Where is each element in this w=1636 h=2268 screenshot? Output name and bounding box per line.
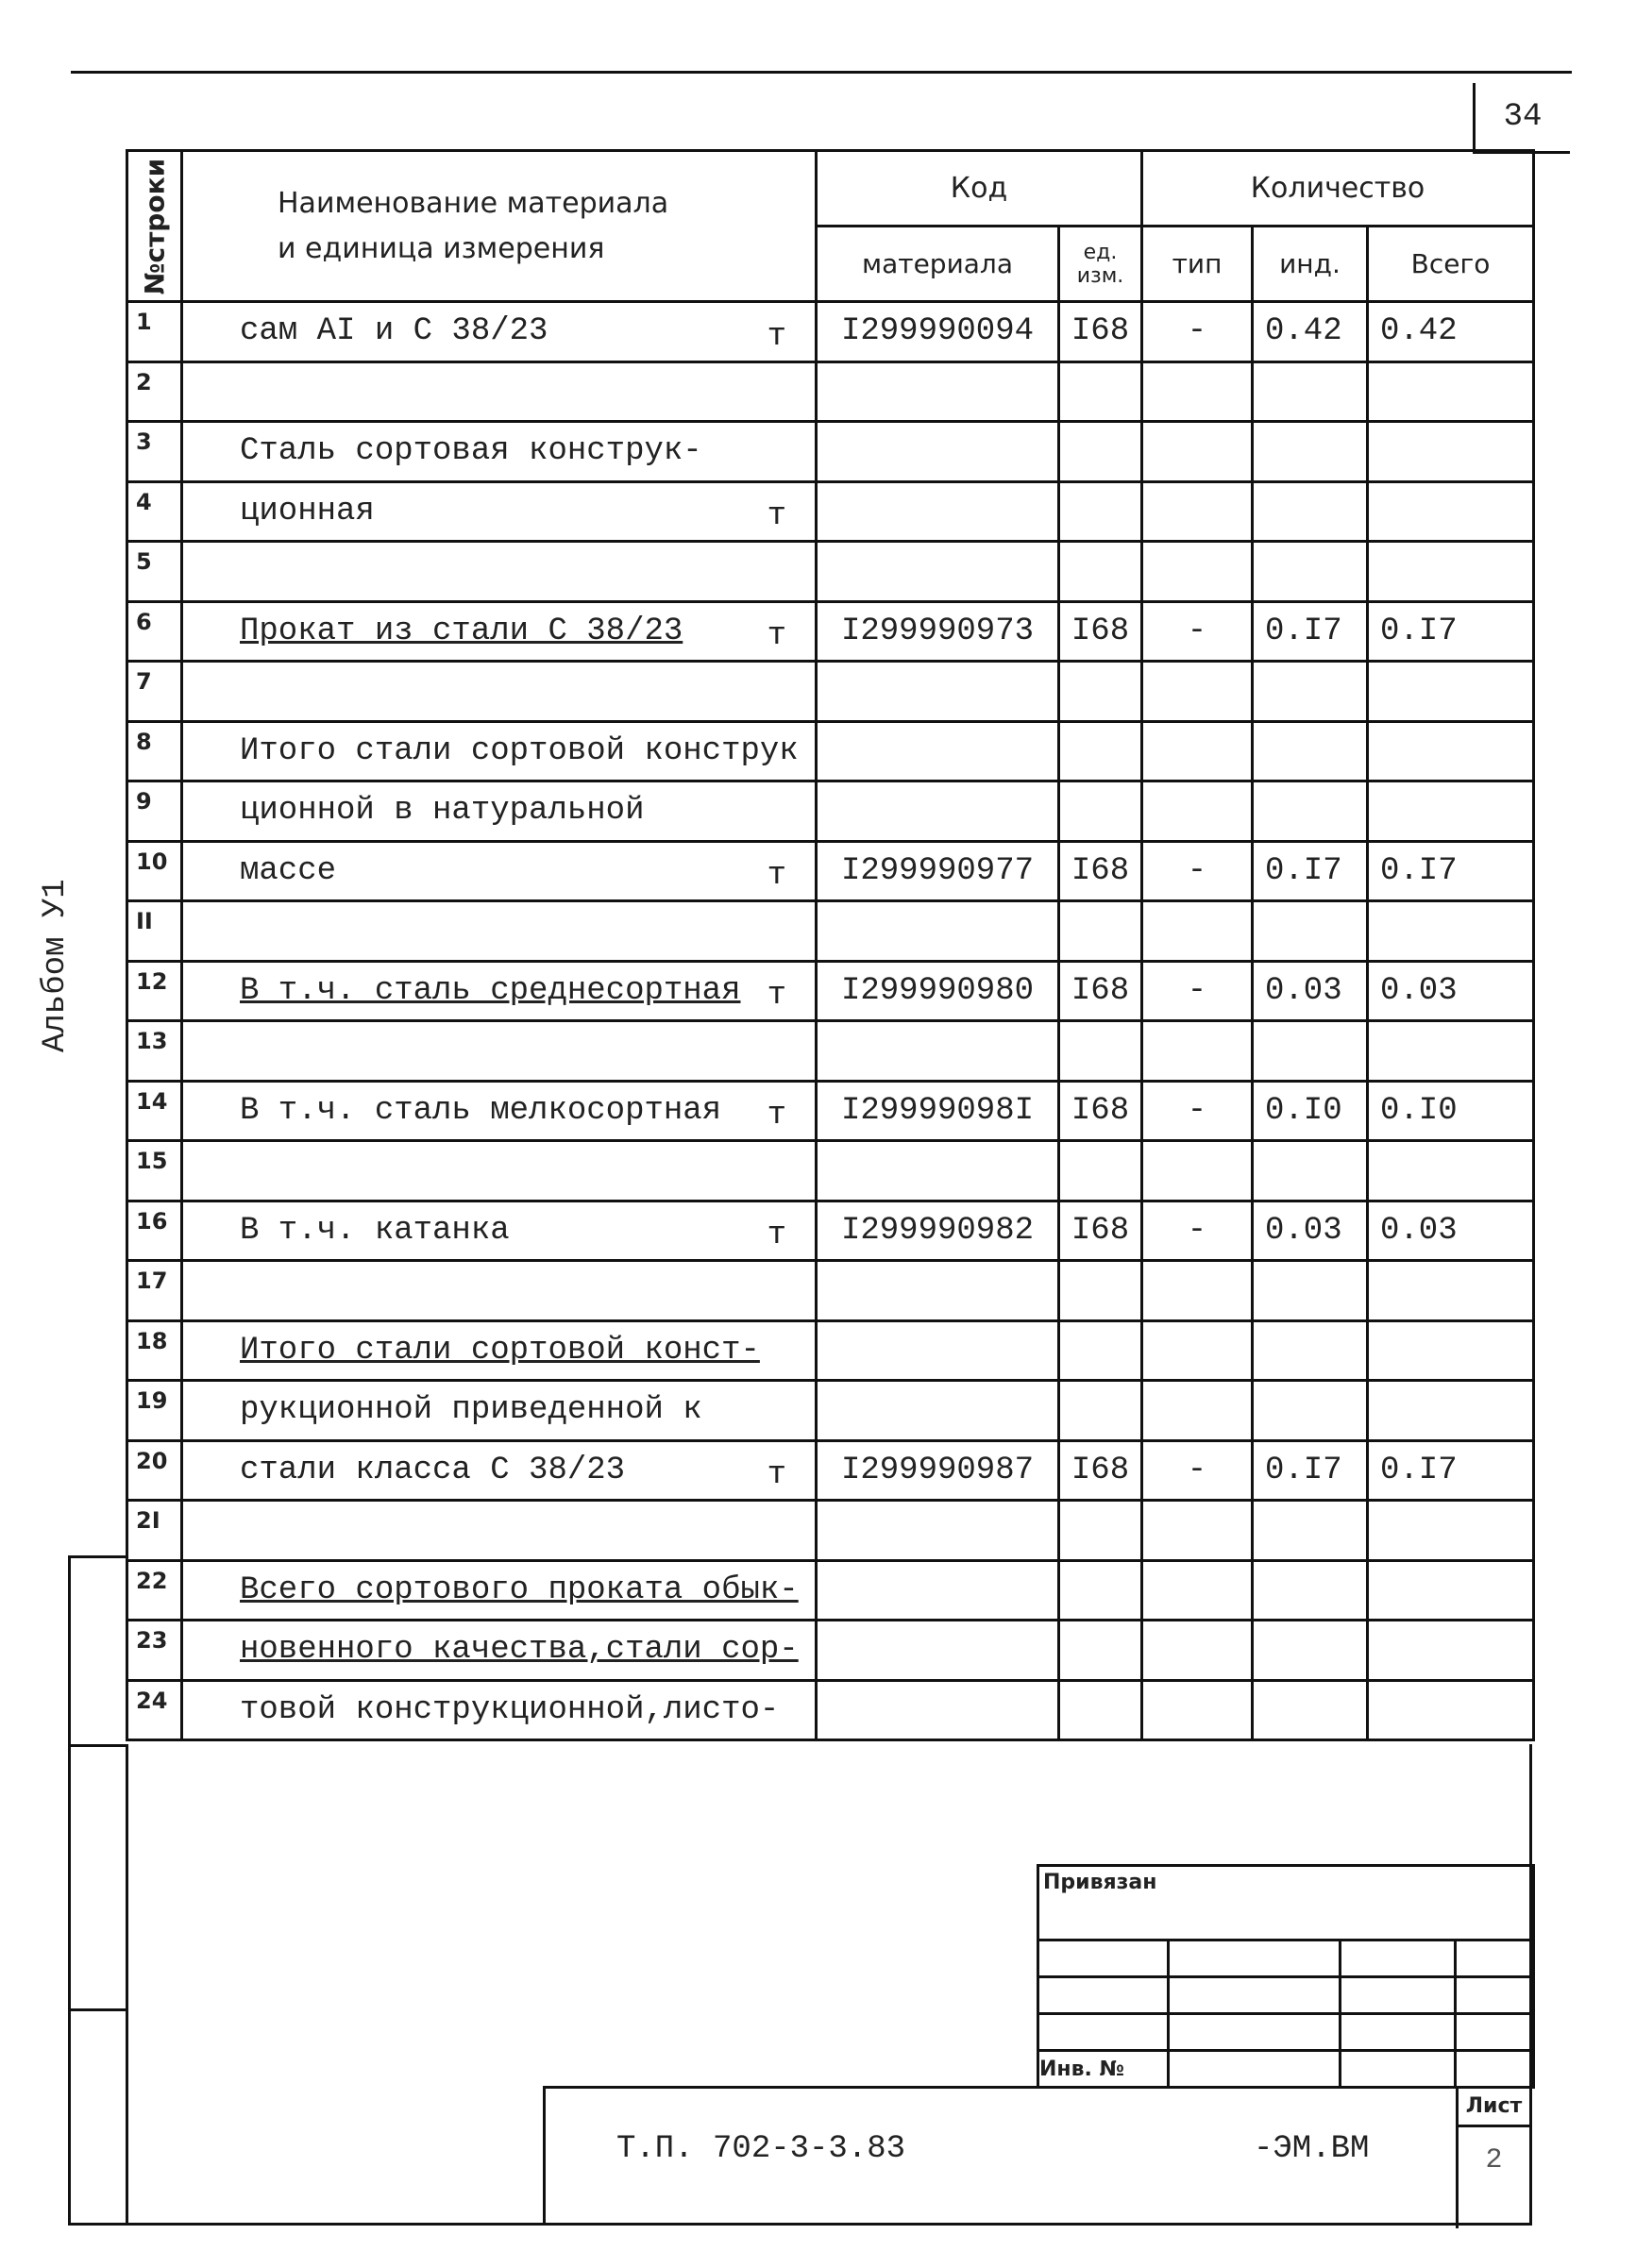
row-name-text: ционная — [240, 493, 375, 529]
row-number: 24 — [127, 1680, 182, 1740]
row-number: 16 — [127, 1201, 182, 1261]
row-unit: т — [767, 498, 786, 534]
row-qty-type — [1142, 1680, 1253, 1740]
table-row — [127, 1141, 1534, 1201]
row-number: 8 — [127, 721, 182, 781]
row-name — [182, 1141, 817, 1201]
row-name — [182, 601, 817, 662]
row-qty-type: - — [1142, 961, 1253, 1021]
header-code-unit: ед. изм. — [1059, 227, 1142, 302]
row-qty-total — [1368, 422, 1534, 482]
document-code: Т.П. 702-3-3.83 — [616, 2131, 906, 2167]
row-qty-type: - — [1142, 1081, 1253, 1141]
row-name — [182, 481, 817, 542]
row-qty-ind — [1253, 1680, 1368, 1740]
row-unit-code — [1059, 1680, 1142, 1740]
row-qty-type — [1142, 1501, 1253, 1561]
row-qty-type — [1142, 1320, 1253, 1381]
row-unit-code — [1059, 901, 1142, 962]
row-qty-type — [1142, 542, 1253, 602]
row-unit-code: I68 — [1059, 1081, 1142, 1141]
row-qty-total — [1368, 1560, 1534, 1621]
row-number: 5 — [127, 542, 182, 602]
row-unit-code: I68 — [1059, 601, 1142, 662]
title-block — [543, 2086, 1532, 2226]
row-unit-code — [1059, 481, 1142, 542]
row-name-text: В т.ч. сталь среднесортная — [240, 972, 741, 1009]
row-qty-type — [1142, 781, 1253, 842]
row-name-text: Прокат из стали С 38/23 — [240, 613, 683, 649]
row-qty-total: 0.I7 — [1368, 1440, 1534, 1501]
row-name — [182, 422, 817, 482]
table-row — [127, 542, 1534, 602]
row-qty-type — [1142, 1560, 1253, 1621]
row-qty-ind: 0.I0 — [1253, 1081, 1368, 1141]
row-name — [182, 1501, 817, 1561]
row-name — [182, 961, 817, 1021]
frame-left — [126, 1744, 128, 2226]
row-unit-code — [1059, 1261, 1142, 1321]
row-name-text: ционной в натуральной — [240, 793, 645, 830]
row-unit-code: I68 — [1059, 302, 1142, 362]
row-material-code: I299990973 — [817, 601, 1059, 662]
left-margin-divider — [68, 1744, 128, 1747]
row-qty-ind: 0.42 — [1253, 302, 1368, 362]
row-name-text: товой конструкционной,листо- — [240, 1691, 780, 1728]
row-unit-code — [1059, 1320, 1142, 1381]
row-qty-ind — [1253, 721, 1368, 781]
row-unit-code — [1059, 1381, 1142, 1441]
table-row — [127, 1560, 1534, 1621]
row-qty-total: 0.I0 — [1368, 1081, 1534, 1141]
header-row-number: №строки — [127, 151, 182, 302]
header-code-material: материала — [817, 227, 1059, 302]
row-material-code: I299990987 — [817, 1440, 1059, 1501]
row-material-code: I299990094 — [817, 302, 1059, 362]
row-material-code — [817, 781, 1059, 842]
row-qty-total — [1368, 542, 1534, 602]
row-unit-code — [1059, 1141, 1142, 1201]
row-qty-type: - — [1142, 1440, 1253, 1501]
row-name-text: стали класса С 38/23 — [240, 1452, 626, 1488]
table-row — [127, 1261, 1534, 1321]
row-qty-type — [1142, 422, 1253, 482]
row-qty-total — [1368, 481, 1534, 542]
row-number: 7 — [127, 662, 182, 722]
row-name — [182, 1201, 817, 1261]
row-qty-total — [1368, 1501, 1534, 1561]
row-qty-total — [1368, 1021, 1534, 1082]
row-material-code — [817, 422, 1059, 482]
header-qty-total: Всего — [1368, 227, 1534, 302]
header-qty-ind: инд. — [1253, 227, 1368, 302]
header-name: Наименование материала и единица измерения — [182, 151, 817, 302]
row-unit-code: I68 — [1059, 841, 1142, 901]
table-row — [127, 1021, 1534, 1082]
row-qty-total — [1368, 662, 1534, 722]
row-qty-total — [1368, 361, 1534, 422]
row-qty-ind: 0.03 — [1253, 1201, 1368, 1261]
row-name — [182, 721, 817, 781]
row-qty-total — [1368, 1621, 1534, 1681]
row-number: 1 — [127, 302, 182, 362]
row-material-code — [817, 662, 1059, 722]
row-number: 6 — [127, 601, 182, 662]
row-name-text: Сталь сортовая конструк- — [240, 433, 702, 470]
row-name — [182, 542, 817, 602]
sheet-label: Лист — [1459, 2089, 1529, 2127]
row-qty-ind — [1253, 1141, 1368, 1201]
row-name — [182, 1621, 817, 1681]
row-number: 23 — [127, 1621, 182, 1681]
album-label: Альбом У1 — [38, 879, 74, 1052]
row-unit: т — [767, 1218, 786, 1253]
row-qty-ind — [1253, 361, 1368, 422]
row-qty-type — [1142, 662, 1253, 722]
table-row — [127, 361, 1534, 422]
row-material-code — [817, 1621, 1059, 1681]
row-qty-type — [1142, 361, 1253, 422]
inventory-label: Инв. № — [1038, 2051, 1169, 2088]
row-qty-type — [1142, 481, 1253, 542]
row-material-code — [817, 542, 1059, 602]
row-qty-total: 0.03 — [1368, 961, 1534, 1021]
row-unit-code — [1059, 721, 1142, 781]
row-name — [182, 841, 817, 901]
row-name-text: новенного качества,стали сор- — [240, 1632, 799, 1669]
header-qty-type: тип — [1142, 227, 1253, 302]
row-qty-ind — [1253, 1021, 1368, 1082]
row-name-text: Всего сортового проката обык- — [240, 1571, 799, 1608]
row-unit: т — [767, 318, 786, 355]
table-row — [127, 1621, 1534, 1681]
row-material-code: I299990980 — [817, 961, 1059, 1021]
row-qty-ind — [1253, 1621, 1368, 1681]
row-name-text: сам АI и С 38/23 — [240, 313, 548, 350]
table-row — [127, 601, 1534, 662]
table-row — [127, 302, 1534, 362]
row-qty-type — [1142, 1621, 1253, 1681]
row-number: 18 — [127, 1320, 182, 1381]
row-material-code — [817, 1501, 1059, 1561]
row-name — [182, 1680, 817, 1740]
top-rule — [71, 71, 1572, 74]
row-qty-ind: 0.03 — [1253, 961, 1368, 1021]
row-unit-code — [1059, 781, 1142, 842]
row-number: 12 — [127, 961, 182, 1021]
row-unit: т — [767, 1457, 786, 1493]
row-qty-total — [1368, 721, 1534, 781]
row-qty-type: - — [1142, 302, 1253, 362]
row-name-text: рукционной приведенной к — [240, 1392, 702, 1429]
row-name-text: В т.ч. сталь мелкосортная — [240, 1092, 722, 1129]
row-qty-ind — [1253, 1381, 1368, 1441]
row-number: 14 — [127, 1081, 182, 1141]
row-unit-code — [1059, 361, 1142, 422]
row-name — [182, 302, 817, 362]
row-number: 2 — [127, 361, 182, 422]
row-qty-ind — [1253, 481, 1368, 542]
row-unit: т — [767, 978, 786, 1014]
row-material-code — [817, 1381, 1059, 1441]
bound-label: Привязан — [1038, 1866, 1534, 1940]
row-qty-ind — [1253, 781, 1368, 842]
row-qty-ind — [1253, 1560, 1368, 1621]
row-material-code — [817, 1320, 1059, 1381]
row-qty-total — [1368, 1320, 1534, 1381]
row-qty-ind: 0.I7 — [1253, 1440, 1368, 1501]
row-number: 2I — [127, 1501, 182, 1561]
document-suffix: -ЭМ.ВМ — [1254, 2131, 1370, 2167]
row-number: 9 — [127, 781, 182, 842]
row-unit-code — [1059, 1021, 1142, 1082]
row-number: 10 — [127, 841, 182, 901]
row-unit-code: I68 — [1059, 961, 1142, 1021]
row-material-code: I299990982 — [817, 1201, 1059, 1261]
row-name-text: В т.ч. катанка — [240, 1212, 510, 1249]
row-name — [182, 1560, 817, 1621]
row-qty-total: 0.42 — [1368, 302, 1534, 362]
row-qty-total — [1368, 1141, 1534, 1201]
row-qty-type — [1142, 1381, 1253, 1441]
row-number: 19 — [127, 1381, 182, 1441]
table-row — [127, 1081, 1534, 1141]
row-qty-total — [1368, 1381, 1534, 1441]
row-name — [182, 361, 817, 422]
row-unit-code: I68 — [1059, 1440, 1142, 1501]
row-unit: т — [767, 1098, 786, 1134]
row-material-code — [817, 1141, 1059, 1201]
row-number: 17 — [127, 1261, 182, 1321]
row-material-code: I29999098I — [817, 1081, 1059, 1141]
row-material-code — [817, 1560, 1059, 1621]
row-unit: т — [767, 858, 786, 894]
row-qty-total: 0.I7 — [1368, 601, 1534, 662]
row-qty-type — [1142, 901, 1253, 962]
row-qty-total — [1368, 1261, 1534, 1321]
row-material-code — [817, 1680, 1059, 1740]
row-qty-ind — [1253, 542, 1368, 602]
left-margin-box — [68, 1555, 128, 2226]
binding-stamp — [1037, 1864, 1535, 2089]
row-name-text: Итого стали сортовой конст- — [240, 1332, 760, 1369]
row-qty-total — [1368, 1680, 1534, 1740]
row-qty-ind — [1253, 1320, 1368, 1381]
row-unit-code — [1059, 1501, 1142, 1561]
table-row — [127, 961, 1534, 1021]
row-number: 13 — [127, 1021, 182, 1082]
table-row — [127, 481, 1534, 542]
row-qty-type: - — [1142, 841, 1253, 901]
row-name — [182, 1381, 817, 1441]
row-name — [182, 662, 817, 722]
table-row — [127, 1381, 1534, 1441]
table-row — [127, 901, 1534, 962]
row-name — [182, 1440, 817, 1501]
table-row — [127, 1501, 1534, 1561]
row-qty-total — [1368, 781, 1534, 842]
sheet-number: 2 — [1485, 2144, 1503, 2176]
row-qty-ind: 0.I7 — [1253, 601, 1368, 662]
table-row — [127, 422, 1534, 482]
materials-table — [126, 149, 1535, 1741]
row-unit: т — [767, 618, 786, 654]
row-qty-type — [1142, 1141, 1253, 1201]
table-row — [127, 1680, 1534, 1740]
row-qty-ind — [1253, 422, 1368, 482]
row-number: II — [127, 901, 182, 962]
row-material-code — [817, 361, 1059, 422]
row-name — [182, 781, 817, 842]
row-qty-type: - — [1142, 1201, 1253, 1261]
row-name-text: массе — [240, 852, 337, 889]
row-qty-type: - — [1142, 601, 1253, 662]
row-number: 22 — [127, 1560, 182, 1621]
row-number: 15 — [127, 1141, 182, 1201]
table-row — [127, 1320, 1534, 1381]
header-code: Код — [817, 151, 1142, 227]
left-margin-divider — [68, 2008, 128, 2011]
row-unit-code — [1059, 1621, 1142, 1681]
row-material-code — [817, 1021, 1059, 1082]
row-name — [182, 901, 817, 962]
row-unit-code — [1059, 542, 1142, 602]
table-row — [127, 841, 1534, 901]
row-unit-code — [1059, 662, 1142, 722]
table-row — [127, 1201, 1534, 1261]
row-number: 20 — [127, 1440, 182, 1501]
table-row — [127, 662, 1534, 722]
row-qty-ind — [1253, 662, 1368, 722]
sheet-box — [1456, 2089, 1529, 2228]
row-qty-ind — [1253, 1261, 1368, 1321]
row-qty-type — [1142, 721, 1253, 781]
row-qty-total — [1368, 901, 1534, 962]
row-qty-type — [1142, 1021, 1253, 1082]
header-quantity: Количество — [1142, 151, 1534, 227]
row-name — [182, 1021, 817, 1082]
row-qty-ind — [1253, 1501, 1368, 1561]
row-material-code — [817, 721, 1059, 781]
row-unit-code — [1059, 422, 1142, 482]
row-material-code — [817, 901, 1059, 962]
row-material-code — [817, 1261, 1059, 1321]
table-row — [127, 721, 1534, 781]
row-qty-total: 0.03 — [1368, 1201, 1534, 1261]
table-row — [127, 1440, 1534, 1501]
table-row — [127, 781, 1534, 842]
row-name-text: Итого стали сортовой конструк — [240, 732, 799, 769]
row-qty-type — [1142, 1261, 1253, 1321]
row-name — [182, 1320, 817, 1381]
page-number: 34 — [1473, 83, 1570, 154]
row-material-code: I299990977 — [817, 841, 1059, 901]
row-number: 4 — [127, 481, 182, 542]
row-qty-ind — [1253, 901, 1368, 962]
row-qty-total: 0.I7 — [1368, 841, 1534, 901]
row-number: 3 — [127, 422, 182, 482]
row-material-code — [817, 481, 1059, 542]
row-name — [182, 1081, 817, 1141]
row-unit-code: I68 — [1059, 1201, 1142, 1261]
row-name — [182, 1261, 817, 1321]
row-unit-code — [1059, 1560, 1142, 1621]
row-qty-ind: 0.I7 — [1253, 841, 1368, 901]
